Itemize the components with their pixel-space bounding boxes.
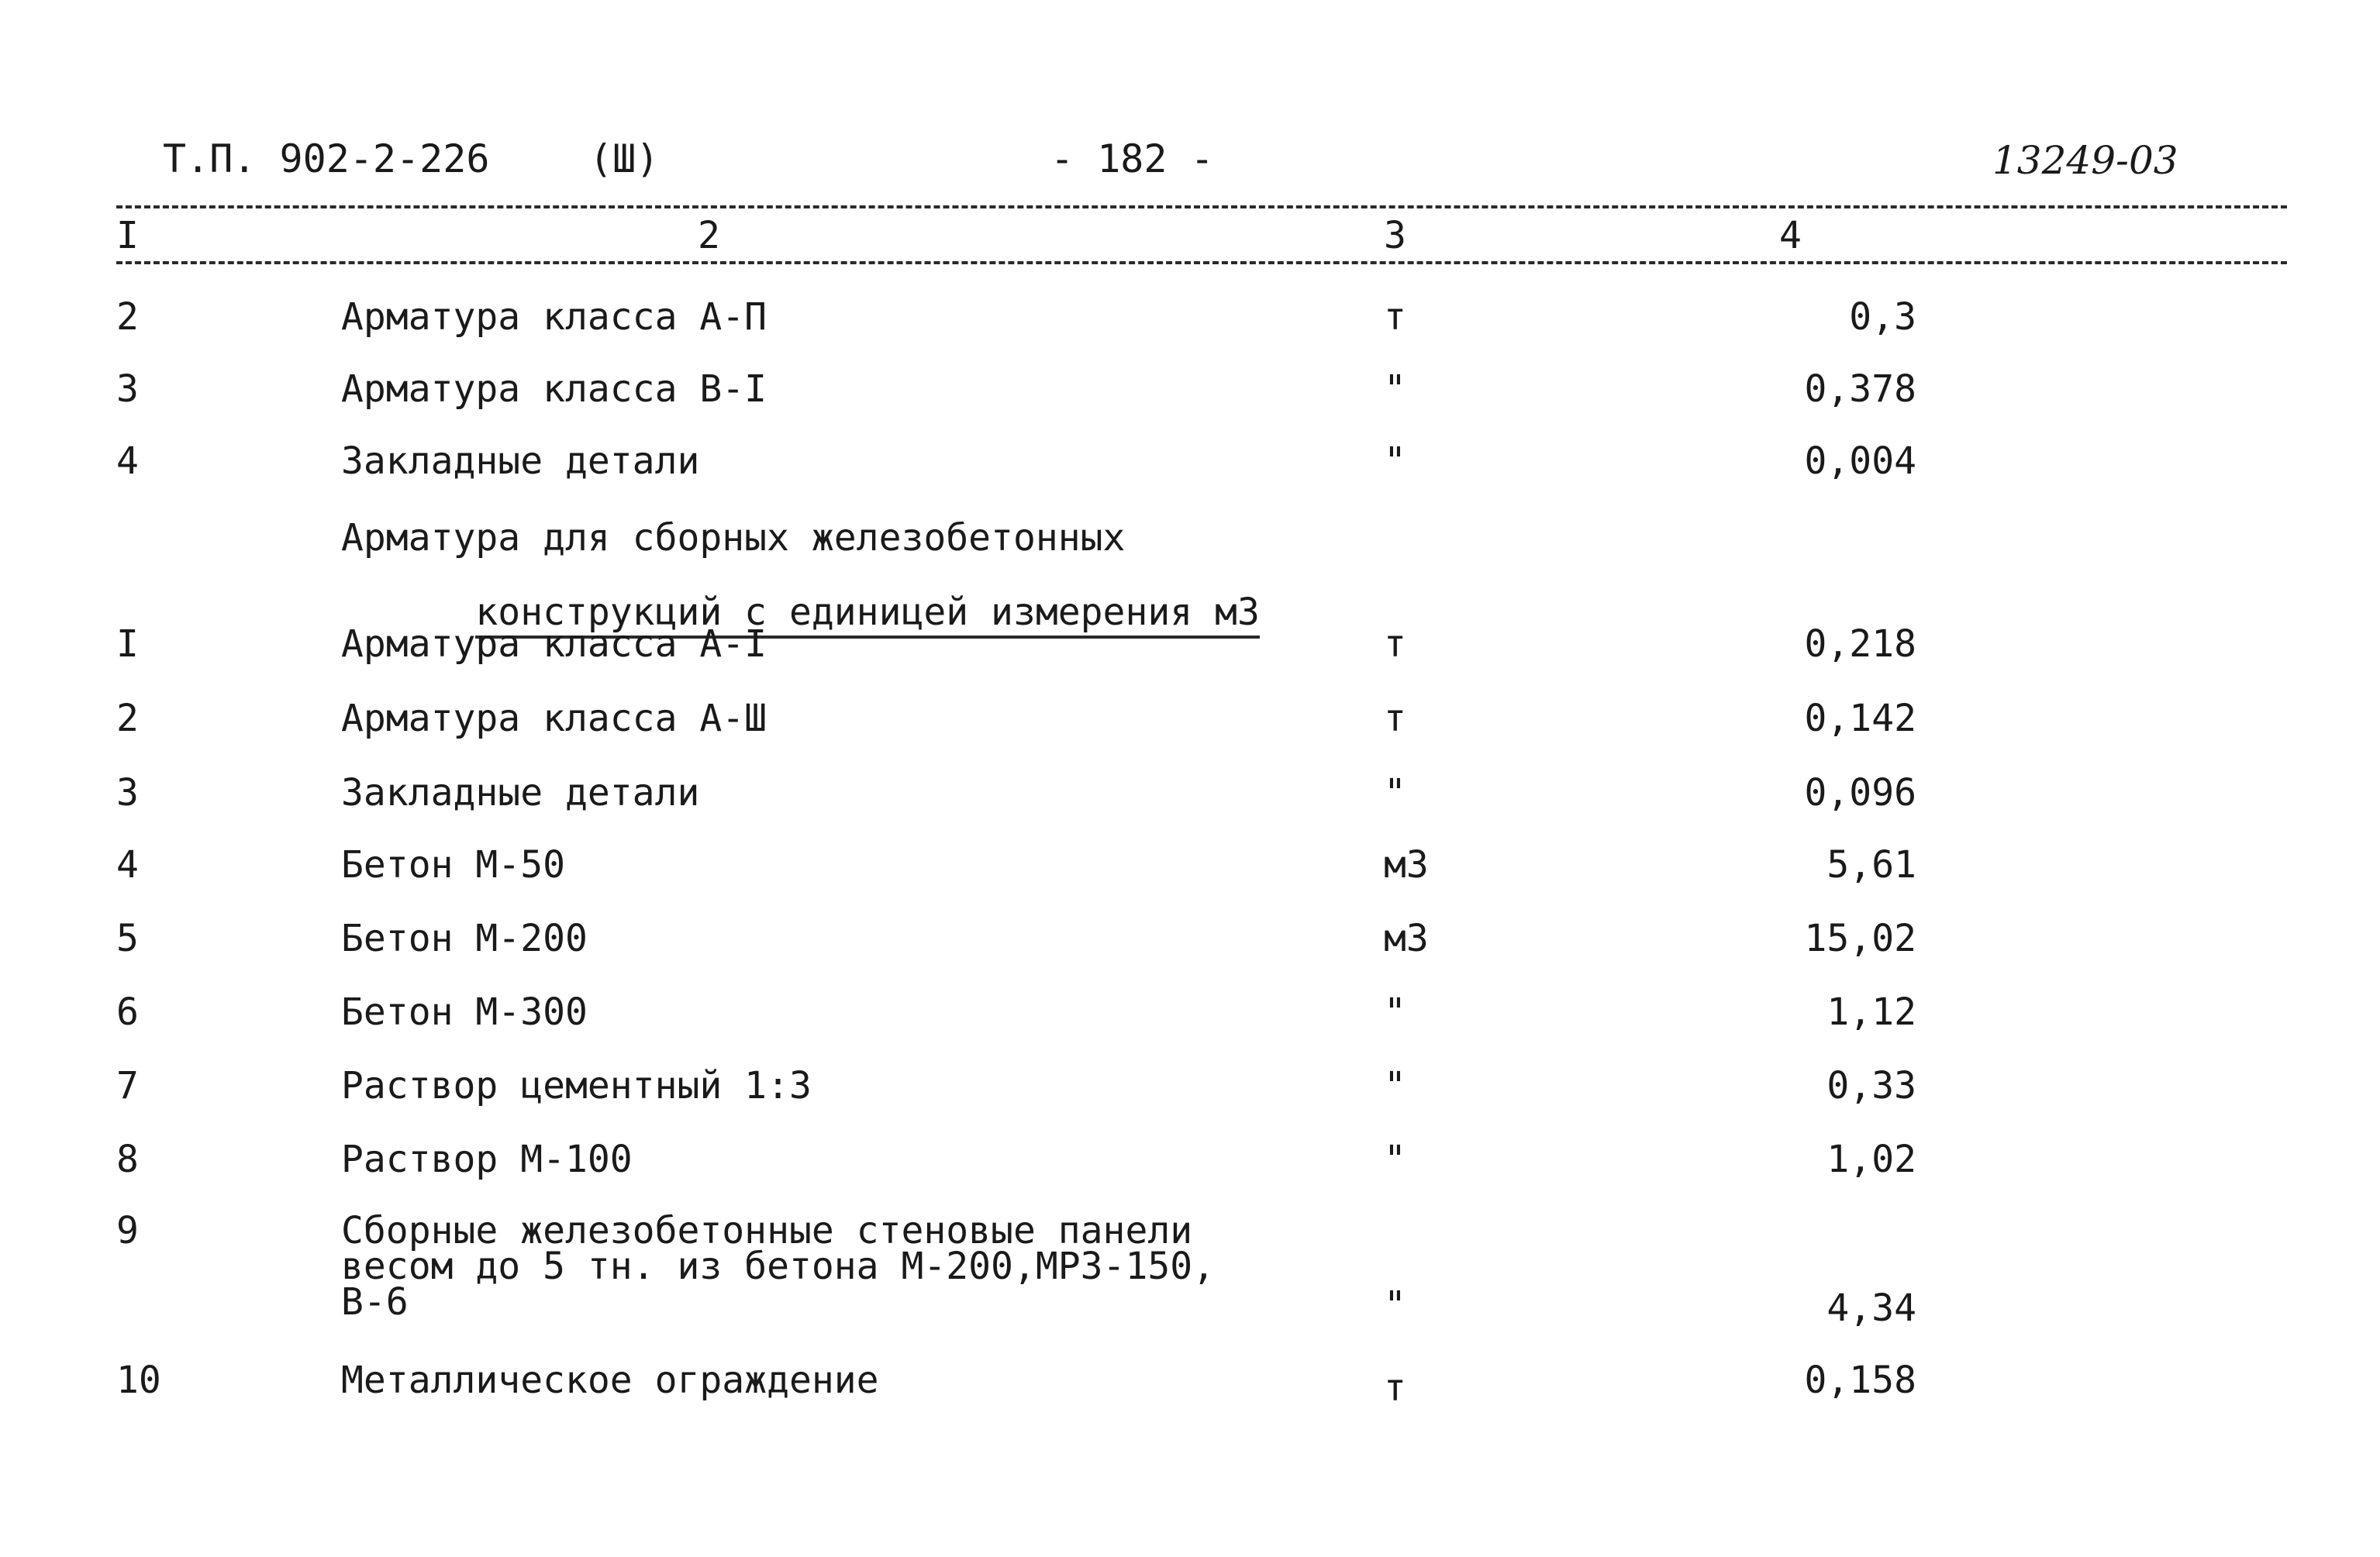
row-number: I: [116, 622, 139, 666]
row-value: 1,12: [1826, 990, 1916, 1034]
row-name: Арматура класса А-П: [341, 295, 767, 339]
row-value: 0,158: [1804, 1359, 1916, 1402]
row-unit: м3: [1384, 917, 1429, 960]
row-name: Арматура класса В-I: [341, 367, 767, 411]
column-number-4: 4: [1779, 214, 1802, 257]
row-unit: ": [1384, 439, 1406, 483]
row-number: 2: [116, 295, 139, 339]
page-number: - 182 -: [1050, 136, 1214, 181]
row-number: 9: [116, 1209, 139, 1252]
row-unit: ": [1384, 990, 1406, 1034]
row-name-line-1: Сборные железобетонные стеновые панели: [341, 1209, 1193, 1252]
row-number: 3: [116, 771, 139, 815]
row-value: 1,02: [1826, 1138, 1916, 1181]
section-heading-line-1: Арматура для сборных железобетонных: [341, 516, 1126, 560]
row-value: 0,142: [1804, 697, 1916, 740]
row-name: Арматура класса А-Ш: [341, 697, 767, 740]
row-name-line-2: весом до 5 тн. из бетона М-200,МРЗ-150,: [341, 1245, 1216, 1288]
row-number: 4: [116, 439, 139, 483]
column-number-3: 3: [1384, 214, 1406, 257]
row-unit: т: [1384, 1366, 1406, 1410]
row-unit: м3: [1384, 843, 1429, 887]
row-name: Бетон М-200: [341, 917, 588, 960]
row-value: 5,61: [1826, 843, 1916, 887]
row-number: 10: [116, 1359, 161, 1402]
row-unit: т: [1384, 697, 1406, 740]
row-name: Закладные детали: [341, 771, 700, 815]
row-name: Раствор цементный 1:3: [341, 1064, 812, 1107]
row-value: 15,02: [1804, 917, 1916, 960]
row-value: 0,378: [1804, 367, 1916, 411]
row-number: 8: [116, 1138, 139, 1181]
section-heading-line-2: конструкций с единицей измерения м3: [475, 591, 1259, 639]
row-unit: ": [1384, 1283, 1406, 1327]
row-name: Раствор М-100: [341, 1138, 633, 1181]
row-unit: ": [1384, 367, 1406, 411]
row-unit: ": [1384, 1138, 1406, 1181]
row-unit: ": [1384, 1064, 1406, 1107]
row-value: 0,33: [1826, 1064, 1916, 1107]
row-number: 2: [116, 697, 139, 740]
row-number: 7: [116, 1064, 139, 1107]
row-unit: ": [1384, 771, 1406, 815]
row-name: Металлическое ограждение: [341, 1359, 879, 1402]
doc-code: Т.П. 902-2-226: [163, 136, 490, 181]
row-value: 0,096: [1804, 771, 1916, 815]
row-value: 0,218: [1804, 622, 1916, 666]
row-unit: т: [1384, 622, 1406, 666]
row-name: Арматура класса А-I: [341, 622, 767, 666]
row-number: 5: [116, 917, 139, 960]
row-value: 0,004: [1804, 439, 1916, 483]
row-name: Бетон М-300: [341, 990, 588, 1034]
header-rule-top: [116, 205, 2287, 208]
row-name: Закладные детали: [341, 439, 700, 483]
row-value: 4,34: [1826, 1287, 1916, 1330]
row-unit: т: [1384, 295, 1406, 339]
row-name-line-3: В-6: [341, 1280, 409, 1324]
column-number-1: I: [116, 214, 139, 257]
part-number: (Ш): [589, 136, 660, 181]
row-number: 6: [116, 990, 139, 1034]
row-value: 0,3: [1849, 295, 1916, 339]
row-number: 3: [116, 367, 139, 411]
column-number-2: 2: [698, 214, 720, 257]
row-number: 4: [116, 843, 139, 887]
document-number: 13249-03: [1992, 138, 2178, 183]
header-rule-bottom: [116, 261, 2287, 264]
row-name: Бетон М-50: [341, 843, 565, 887]
